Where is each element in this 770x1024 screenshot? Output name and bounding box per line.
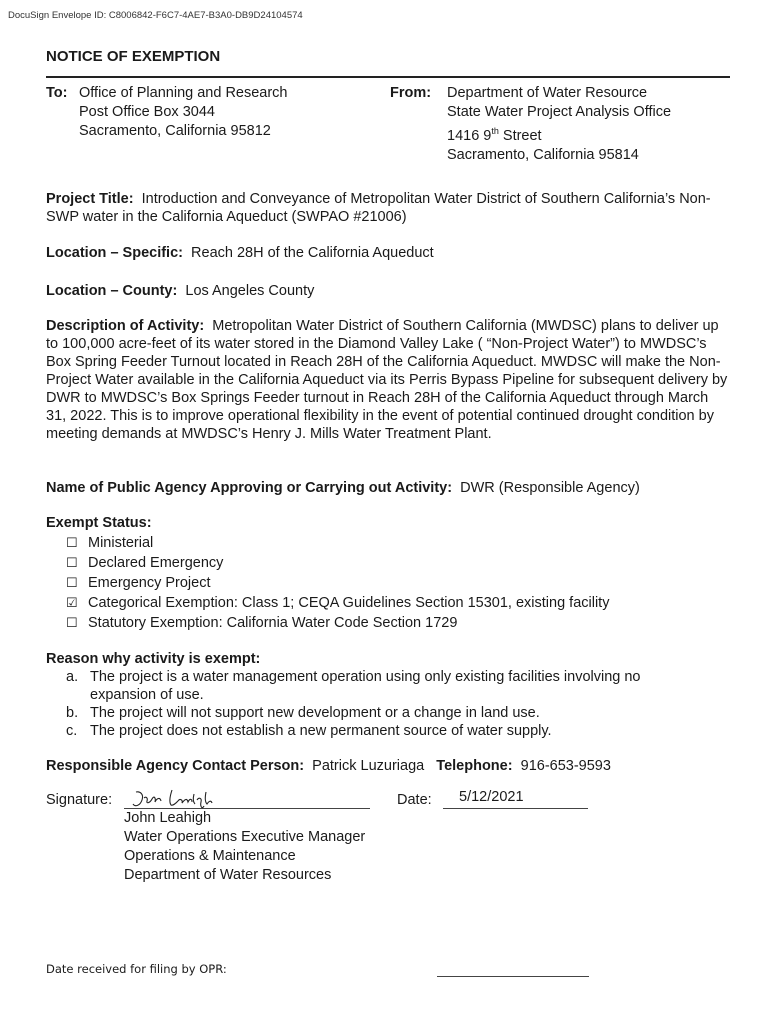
signer-block xyxy=(124,809,365,885)
from-address-block xyxy=(390,84,671,165)
agency-value: DWR (Responsible Agency) xyxy=(460,480,640,496)
exempt-option[interactable] xyxy=(66,573,609,593)
reason-item xyxy=(66,722,706,740)
signer-division: Operations & Maintenance xyxy=(124,848,296,864)
telephone-label: Telephone: xyxy=(436,758,513,774)
exempt-option-label: Emergency Project xyxy=(88,575,211,591)
reason-marker: c. xyxy=(66,723,78,739)
exempt-option-label: Categorical Exemption: Class 1; CEQA Guidelines Section 15301, existing facility xyxy=(88,595,610,611)
street-name: Street xyxy=(498,127,542,144)
checkbox-icon: ☐ xyxy=(66,615,78,630)
contact-field xyxy=(46,757,730,775)
signer-department: Department of Water Resources xyxy=(124,867,332,883)
exempt-status-label: Exempt Status: xyxy=(46,515,152,531)
checked-checkbox-icon: ☑ xyxy=(66,595,78,610)
to-line: Post Office Box 3044 xyxy=(79,104,215,120)
from-label: From: xyxy=(390,85,432,101)
title-divider xyxy=(46,76,730,78)
exempt-option-label: Statutory Exemption: California Water Code Section 1729 xyxy=(88,615,458,631)
exempt-option[interactable] xyxy=(66,613,609,633)
reason-item xyxy=(66,668,706,704)
from-line: Department of Water Resource xyxy=(447,85,648,101)
exempt-option-label: Declared Emergency xyxy=(88,555,224,571)
location-specific-value: Reach 28H of the California Aqueduct xyxy=(191,245,434,261)
from-line: Sacramento, California 95814 xyxy=(447,146,639,163)
date-line xyxy=(443,808,588,809)
from-line-street xyxy=(447,122,671,146)
exempt-status-list xyxy=(66,533,609,633)
project-title-label: Project Title: xyxy=(46,191,134,207)
date-label: Date: xyxy=(397,792,432,808)
project-title-field xyxy=(46,190,730,226)
reason-text: The project does not establish a new permanent source of water supply. xyxy=(90,723,552,739)
exempt-option[interactable] xyxy=(66,593,609,613)
signer-title: Water Operations Executive Manager xyxy=(124,829,366,845)
location-county-field xyxy=(46,282,730,300)
to-line: Office of Planning and Research xyxy=(79,85,288,101)
telephone-value: 916-653-9593 xyxy=(520,758,611,774)
reasons-label: Reason why activity is exempt: xyxy=(46,651,261,667)
agency-label: Name of Public Agency Approving or Carrying out Activity: xyxy=(46,480,453,496)
contact-name: Patrick Luzuriaga xyxy=(312,758,425,774)
reason-marker: a. xyxy=(66,669,79,685)
location-specific-field xyxy=(46,244,730,262)
opr-received-label: Date received for filing by OPR: xyxy=(46,962,227,976)
agency-field xyxy=(46,479,730,497)
page-title: NOTICE OF EXEMPTION xyxy=(46,48,221,65)
contact-label: Responsible Agency Contact Person: xyxy=(46,758,305,774)
exempt-option-label: Ministerial xyxy=(88,535,154,551)
signer-name: John Leahigh xyxy=(124,810,212,826)
exempt-status-heading xyxy=(46,514,730,532)
reasons-list xyxy=(66,668,706,740)
reasons-heading xyxy=(46,650,730,668)
description-value: Metropolitan Water District of Southern California (MWDSC) plans to deliver up to 100,000 acre-feet of its water stored in the Diamond Valley Lake ( “Non-Project Water”) to MWDSC’s Box Spring Feeder Turnout located in Reach 28H of the California Aqueduct. MWDSC will make the Non-Project Water available in the California Aqueduct via its Perris Bypass Pipeline for subsequent delivery by DWR to MWDSC’s Box Springs Feeder turnout in Reach 28H of the California Aqueduct through March 31, 2022. This is to improve operational flexibility in the event of potential continued drought condition by meeting demands at MWDSC’s Henry J. Mills Water Treatment Plant. xyxy=(46,318,728,442)
from-line: State Water Project Analysis Office xyxy=(447,104,672,120)
reason-text: The project is a water management operation using only existing facilities involving no expansion of use. xyxy=(90,669,641,703)
signature-date: 5/12/2021 xyxy=(459,789,524,805)
exempt-option[interactable] xyxy=(66,533,609,553)
opr-date-line xyxy=(437,976,589,977)
reason-text: The project will not support new development or a change in land use. xyxy=(90,705,540,721)
reason-marker: b. xyxy=(66,705,79,721)
location-county-value: Los Angeles County xyxy=(185,283,315,299)
checkbox-icon: ☐ xyxy=(66,575,78,590)
project-title-value: Introduction and Conveyance of Metropolitan Water District of Southern California’s Non-SWP water in the California Aqueduct (SWPAO #21006) xyxy=(46,191,711,225)
description-field xyxy=(46,317,730,443)
ordinal-suffix: th xyxy=(491,126,499,136)
to-label: To: xyxy=(46,85,68,101)
envelope-id: DocuSign Envelope ID: C8006842-F6C7-4AE7-B3A0-DB9D24104574 xyxy=(8,10,303,21)
location-county-label: Location – County: xyxy=(46,283,178,299)
checkbox-icon: ☐ xyxy=(66,535,78,550)
reason-item xyxy=(66,704,706,722)
location-specific-label: Location – Specific: xyxy=(46,245,183,261)
to-line: Sacramento, California 95812 xyxy=(79,123,271,139)
to-address-block xyxy=(46,84,288,141)
checkbox-icon: ☐ xyxy=(66,555,78,570)
exempt-option[interactable] xyxy=(66,553,609,573)
street-number: 1416 9 xyxy=(447,127,492,144)
description-label: Description of Activity: xyxy=(46,318,205,334)
signature-label: Signature: xyxy=(46,792,113,808)
